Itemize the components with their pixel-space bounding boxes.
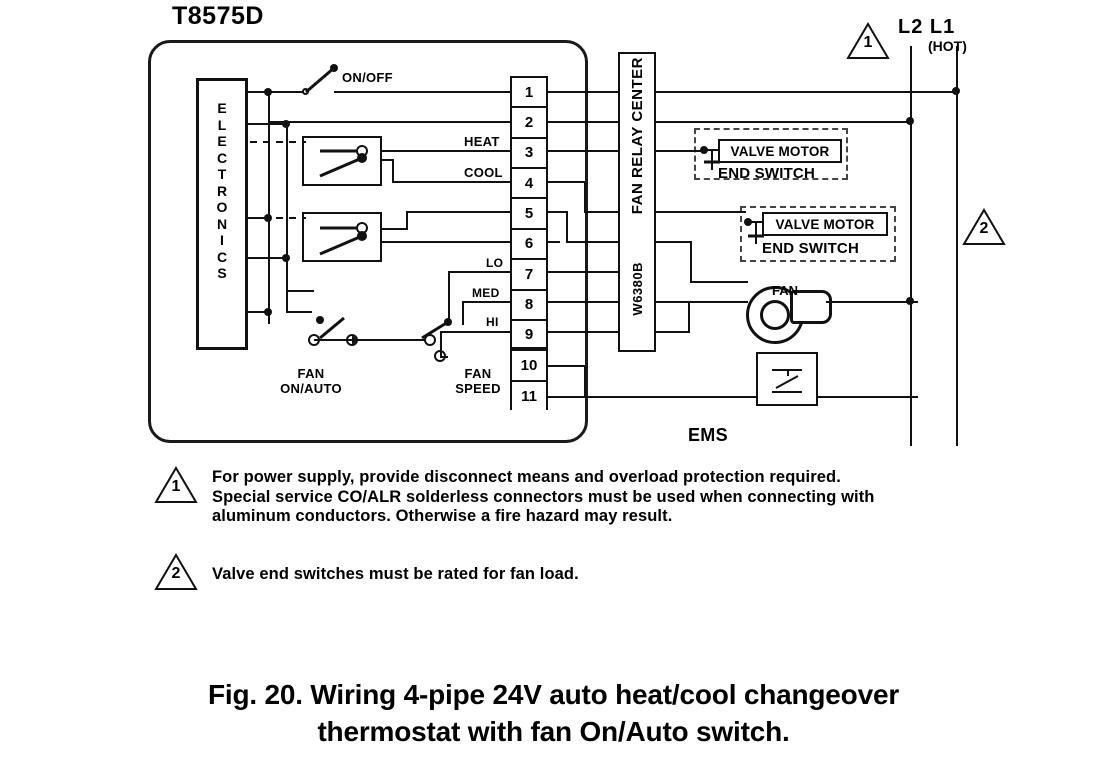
l1-power-rail xyxy=(956,46,958,446)
frc-valve2-return-vertical xyxy=(690,241,692,281)
lo-wire-vertical xyxy=(448,271,450,323)
t3-to-frc xyxy=(548,150,618,152)
t2-to-frc xyxy=(548,121,618,123)
fan-label: FAN xyxy=(772,283,798,298)
t5-stub xyxy=(548,211,568,213)
t10-t11-bridge xyxy=(584,365,586,396)
note-2-triangle xyxy=(154,553,198,591)
l2-power-rail xyxy=(910,46,912,446)
power-rail-label: L2 L1 xyxy=(898,16,956,38)
note-1-marker: 1 xyxy=(171,478,181,495)
frc-to-valve1-wire xyxy=(656,150,704,152)
t11-to-l2-rail xyxy=(584,396,918,398)
end-switch-2-symbol xyxy=(744,212,768,256)
terminal5-wire xyxy=(406,211,510,213)
t4-to-frc xyxy=(548,181,584,183)
l2-fan-junction-dot xyxy=(906,297,914,305)
med-wire-vertical xyxy=(462,301,464,325)
lead-wire xyxy=(248,257,288,259)
valve-motor-1-box: VALVE MOTOR xyxy=(718,139,842,163)
t5-to-frc xyxy=(566,241,618,243)
terminal-9: 9 xyxy=(512,321,546,351)
terminal-strip xyxy=(510,76,548,410)
terminal5-stub xyxy=(380,228,408,230)
frc-to-fan-wire xyxy=(656,301,748,303)
heat-wire xyxy=(380,150,510,152)
frc-to-valve2-wire xyxy=(656,211,746,213)
frc-fan-wire-2 xyxy=(690,281,748,283)
t6-stub xyxy=(548,241,560,243)
frc-fan-wire-3-vertical xyxy=(688,301,690,332)
fan-speed-label-line2: SPEED xyxy=(455,381,501,396)
fan-on-auto-bus-drop xyxy=(286,290,288,312)
frc-fan-wire-3-stub xyxy=(656,331,690,333)
terminal11-wire xyxy=(548,396,584,398)
terminal-8: 8 xyxy=(512,291,546,321)
terminal2-wire xyxy=(268,121,510,123)
frc-to-l1-wire xyxy=(656,91,958,93)
heat-switch-arm xyxy=(300,136,388,186)
t4-vertical xyxy=(584,181,586,212)
callout-triangle-2-number: 2 xyxy=(979,220,989,237)
fan-on-auto-label-line2: ON/AUTO xyxy=(280,381,342,396)
fan-on-auto-label-line1: FAN xyxy=(297,366,325,381)
terminal10-wire xyxy=(548,365,584,367)
terminal-2: 2 xyxy=(512,108,546,138)
callout-triangle-2 xyxy=(962,208,1006,246)
terminal6-wire xyxy=(430,241,510,243)
ems-label: EMS xyxy=(688,425,728,445)
on-off-to-terminal1-wire xyxy=(334,91,510,93)
fan-relay-center-model: W6380B xyxy=(629,262,645,316)
note-2-marker: 2 xyxy=(171,565,181,582)
cool-switch-arm xyxy=(300,212,388,266)
end-switch-1-label: END SWITCH xyxy=(718,165,815,182)
terminal-5: 5 xyxy=(512,199,546,229)
hi-wire xyxy=(440,331,510,333)
end-switch-2-label: END SWITCH xyxy=(762,240,859,257)
cool-wire-vertical xyxy=(392,160,394,182)
terminal-6: 6 xyxy=(512,230,546,260)
callout-triangle-1-number: 1 xyxy=(863,34,873,51)
heat-label: HEAT xyxy=(464,134,500,149)
ems-contact-symbol xyxy=(768,362,808,398)
cool-label: COOL xyxy=(464,165,503,180)
diagram-model-title: T8575D xyxy=(172,2,264,30)
frc-valve2-return-stub xyxy=(656,241,692,243)
t8-to-frc xyxy=(548,301,618,303)
end-switch-1-symbol xyxy=(700,140,724,180)
lo-wire xyxy=(448,271,510,273)
med-label: MED xyxy=(472,286,500,300)
figure-caption xyxy=(0,676,1107,750)
fan-speed-label-line1: FAN xyxy=(464,366,492,381)
terminal-4: 4 xyxy=(512,169,546,199)
frc-to-l2-wire xyxy=(656,121,912,123)
fan-to-l1-rail-wire xyxy=(826,301,918,303)
hi-label: HI xyxy=(486,315,499,329)
power-hot-label: (HOT) xyxy=(928,38,967,54)
cool-wire xyxy=(392,181,510,183)
t5-vertical xyxy=(566,211,568,241)
terminal6-stub xyxy=(380,241,432,243)
fan-relay-center-label: FAN RELAY CENTER xyxy=(628,57,646,215)
hi-wire-vertical xyxy=(440,331,442,357)
terminal-3: 3 xyxy=(512,139,546,169)
cool-wire-stub xyxy=(380,159,394,161)
hi-wire-stub xyxy=(440,356,448,358)
med-wire xyxy=(462,301,510,303)
note-2-text: Valve end switches must be rated for fan load. xyxy=(212,565,579,583)
fan-on-auto-upper-wire xyxy=(286,290,314,292)
lead-wire xyxy=(248,123,288,125)
terminal-7: 7 xyxy=(512,260,546,290)
note-1-text: For power supply, provide disconnect means and overload protection required. Special service CO/ALR solderless connectors must be used when connecting with aluminum conductors. Otherwise a fire hazard may result. xyxy=(212,468,875,525)
lead-wire xyxy=(248,91,270,93)
lo-label: LO xyxy=(486,256,504,270)
on-off-label: ON/OFF xyxy=(342,70,393,85)
t7-to-frc xyxy=(548,271,618,273)
t9-to-frc xyxy=(548,331,618,333)
callout-triangle-1 xyxy=(846,22,890,60)
lead-wire xyxy=(248,311,270,313)
terminal-1: 1 xyxy=(512,78,546,108)
electronics-label: E L E C T R O N I C S xyxy=(216,100,228,281)
t1-to-frc xyxy=(548,91,618,93)
terminal-10: 10 xyxy=(512,351,546,381)
t4-to-frc-2 xyxy=(584,211,618,213)
on-off-switch-wire xyxy=(268,91,304,93)
valve-motor-2-box: VALVE MOTOR xyxy=(762,212,888,236)
note-1-triangle xyxy=(154,466,198,504)
figure-caption-line-1: Fig. 20. Wiring 4-pipe 24V auto heat/cool changeover xyxy=(207,679,900,710)
fan-motor-hub xyxy=(760,300,790,330)
figure-caption-line-2: thermostat with fan On/Auto switch. xyxy=(317,716,790,747)
terminal5-vertical xyxy=(406,211,408,229)
terminal-11: 11 xyxy=(512,382,546,412)
